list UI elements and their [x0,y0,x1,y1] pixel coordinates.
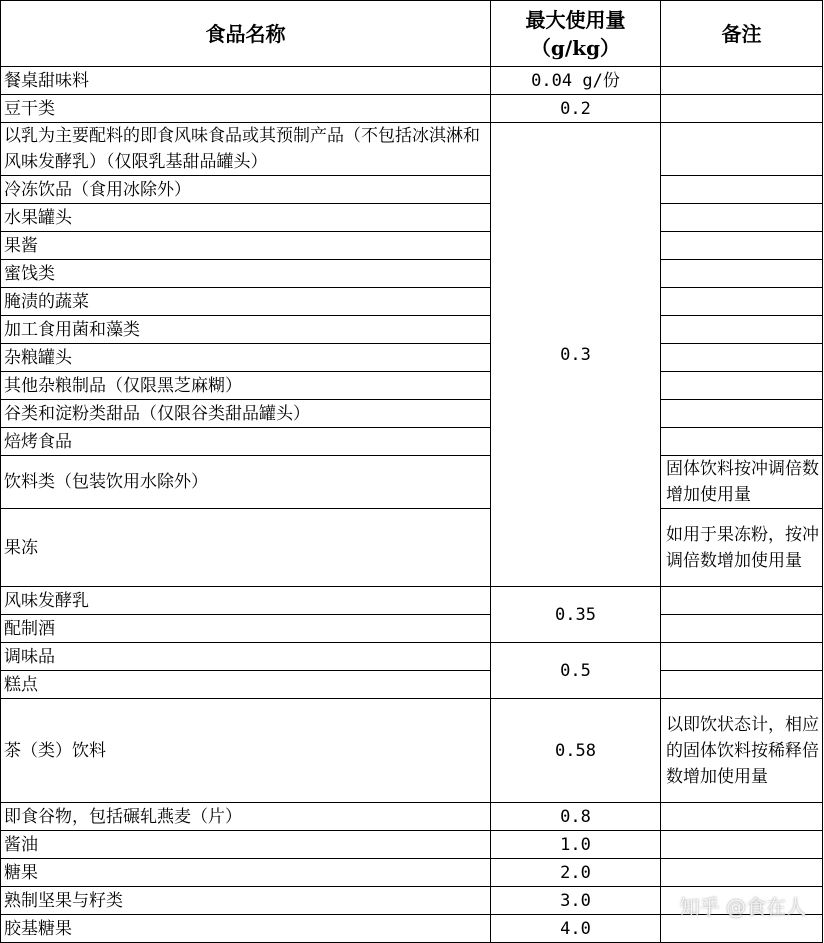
note-cell [661,671,823,699]
food-name: 谷类和淀粉类甜品（仅限谷类甜品罐头） [1,400,491,428]
max-usage: 0.8 [491,803,661,831]
note-cell [661,176,823,204]
table-row [1,699,823,803]
max-usage: 1.0 [491,831,661,859]
note-cell [661,587,823,615]
max-usage: 3.0 [491,887,661,915]
table-row [1,176,823,204]
note-cell [661,803,823,831]
food-name: 调味品 [1,643,491,671]
table-row [1,615,823,643]
food-name: 果酱 [1,232,491,260]
max-usage-group-0-35: 0.35 [491,587,661,643]
food-name: 酱油 [1,831,491,859]
table-row [1,204,823,232]
max-usage-group-0-3: 0.3 [491,123,661,587]
max-usage: 0.04 g/份 [491,67,661,95]
note-cell [661,288,823,316]
food-name: 胶基糖果 [1,915,491,943]
food-name: 果冻 [1,509,491,587]
note-cell [661,95,823,123]
header-note: 备注 [661,1,823,67]
note-cell [661,643,823,671]
table-row [1,803,823,831]
header-row [1,1,823,67]
food-name: 饮料类（包装饮用水除外） [1,456,491,509]
food-name: 腌渍的蔬菜 [1,288,491,316]
note-cell [661,831,823,859]
food-name: 糕点 [1,671,491,699]
header-max-usage [491,1,661,67]
note-cell [661,344,823,372]
food-name: 水果罐头 [1,204,491,232]
food-name: 以乳为主要配料的即食风味食品或其预制产品（不包括冰淇淋和风味发酵乳）（仅限乳基甜品罐头） [1,123,491,176]
food-name: 加工食用菌和藻类 [1,316,491,344]
note-cell [661,260,823,288]
note-cell [661,615,823,643]
food-name: 豆干类 [1,95,491,123]
table-row [1,232,823,260]
note-cell [661,316,823,344]
table-row [1,123,823,176]
note-cell: 固体饮料按冲调倍数增加使用量 [661,456,823,509]
note-cell [661,204,823,232]
note-cell [661,123,823,176]
note-cell [661,67,823,95]
max-usage-group-0-5: 0.5 [491,643,661,699]
food-name: 配制酒 [1,615,491,643]
table-row [1,587,823,615]
table-row [1,344,823,372]
food-name: 冷冻饮品（食用冰除外） [1,176,491,204]
table-row [1,428,823,456]
note-cell [661,428,823,456]
food-name: 其他杂粮制品（仅限黑芝麻糊） [1,372,491,400]
table-row [1,643,823,671]
table-row [1,859,823,887]
table-row [1,400,823,428]
max-usage: 4.0 [491,915,661,943]
note-cell [661,859,823,887]
food-name: 焙烤食品 [1,428,491,456]
food-name: 糖果 [1,859,491,887]
table-row [1,671,823,699]
food-name: 风味发酵乳 [1,587,491,615]
food-name: 杂粮罐头 [1,344,491,372]
food-name: 熟制坚果与籽类 [1,887,491,915]
max-usage: 2.0 [491,859,661,887]
max-usage: 0.58 [491,699,661,803]
header-max-label: 最大使用量 [525,7,626,32]
table-row [1,288,823,316]
note-cell: 以即饮状态计，相应的固体饮料按稀释倍数增加使用量 [661,699,823,803]
table-row [1,260,823,288]
table-row [1,509,823,587]
note-cell [661,232,823,260]
food-name: 餐桌甜味料 [1,67,491,95]
note-cell [661,400,823,428]
note-cell: 如用于果冻粉，按冲调倍数增加使用量 [661,509,823,587]
table-row [1,372,823,400]
max-usage: 0.2 [491,95,661,123]
header-unit-label: （g/kg） [530,35,621,60]
table-row [1,831,823,859]
food-name: 茶（类）饮料 [1,699,491,803]
table-row [1,316,823,344]
table-row [1,456,823,509]
food-name: 蜜饯类 [1,260,491,288]
food-name: 即食谷物，包括碾轧燕麦（片） [1,803,491,831]
table-row [1,95,823,123]
note-cell [661,372,823,400]
watermark: 知乎 @食在人 [679,895,806,919]
header-food-name: 食品名称 [1,1,491,67]
table-row [1,67,823,95]
